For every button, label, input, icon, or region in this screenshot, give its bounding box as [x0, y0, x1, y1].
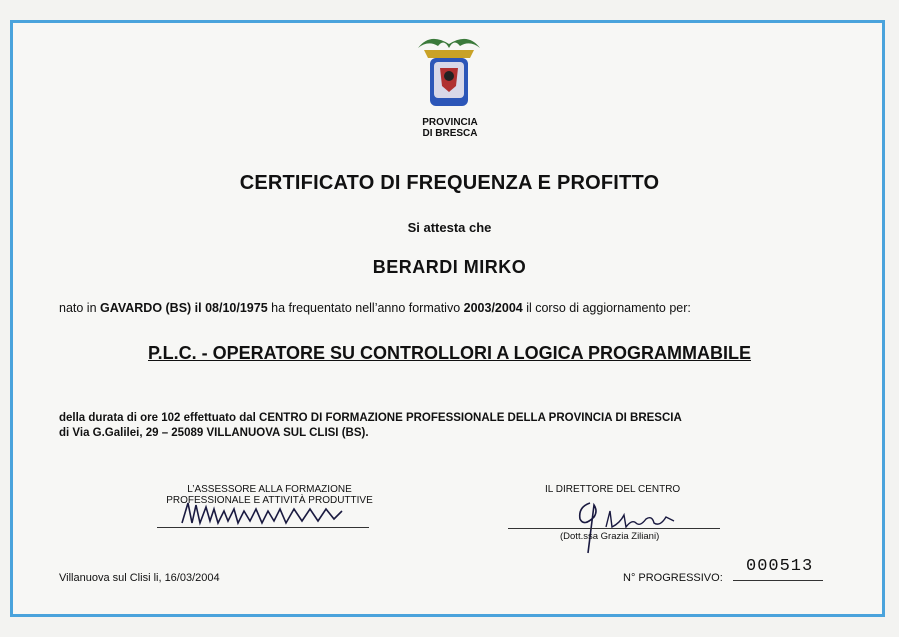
school-year: 2003/2004: [463, 301, 523, 315]
assessore-signature-icon: [178, 497, 348, 529]
progressivo-label: N° PROGRESSIVO:: [623, 572, 723, 584]
direttore-title: IL DIRETTORE DEL CENTRO: [545, 484, 681, 495]
provincia-crest-icon: [410, 30, 488, 114]
duration-line2: di Via G.Galilei, 29 – 25089 VILLANUOVA SUL CLISI (BS).: [59, 427, 369, 439]
attesta-text: Si attesta che: [407, 220, 492, 235]
provincia-line2: DI BRESCA: [422, 128, 478, 139]
direttore-name: (Dott.ssa Grazia Ziliani): [560, 531, 660, 542]
duration-statement: [59, 411, 859, 441]
birth-text-1: nato in: [59, 301, 101, 315]
birth-text-3: il corso di aggiornamento per:: [522, 301, 691, 315]
assessore-signature-line: [157, 527, 369, 528]
direttore-signature-icon: [570, 497, 690, 557]
birth-place-date: GAVARDO (BS) il 08/10/1975: [100, 301, 268, 315]
provincia-line1: PROVINCIA: [422, 117, 478, 128]
recipient-name: BERARDI MIRKO: [372, 257, 527, 277]
progressivo-value: 000513: [746, 557, 814, 576]
direttore-signature-line: [508, 528, 720, 529]
course-title: P.L.C. - OPERATORE SU CONTROLLORI A LOGICA PROGRAMMABILE: [147, 343, 751, 363]
assessore-title-line1: L’ASSESSORE ALLA FORMAZIONE: [187, 484, 352, 495]
birth-statement: [59, 301, 859, 315]
assessore-title-line2: PROFESSIONALE E ATTIVITÀ PRODUTTIVE: [166, 495, 373, 506]
certificate-title: CERTIFICATO DI FREQUENZA E PROFITTO: [239, 172, 660, 194]
birth-text-2: ha frequentato nell’anno formativo: [267, 301, 464, 315]
provincia-label: [400, 117, 500, 139]
duration-line1: della durata di ore 102 effettuato dal CENTRO DI FORMAZIONE PROFESSIONALE DELLA PROVINCIA DI BRESCIA: [59, 412, 682, 424]
progressivo-line: [733, 580, 823, 581]
place-date: Villanuova sul Clisi li, 16/03/2004: [59, 572, 220, 584]
